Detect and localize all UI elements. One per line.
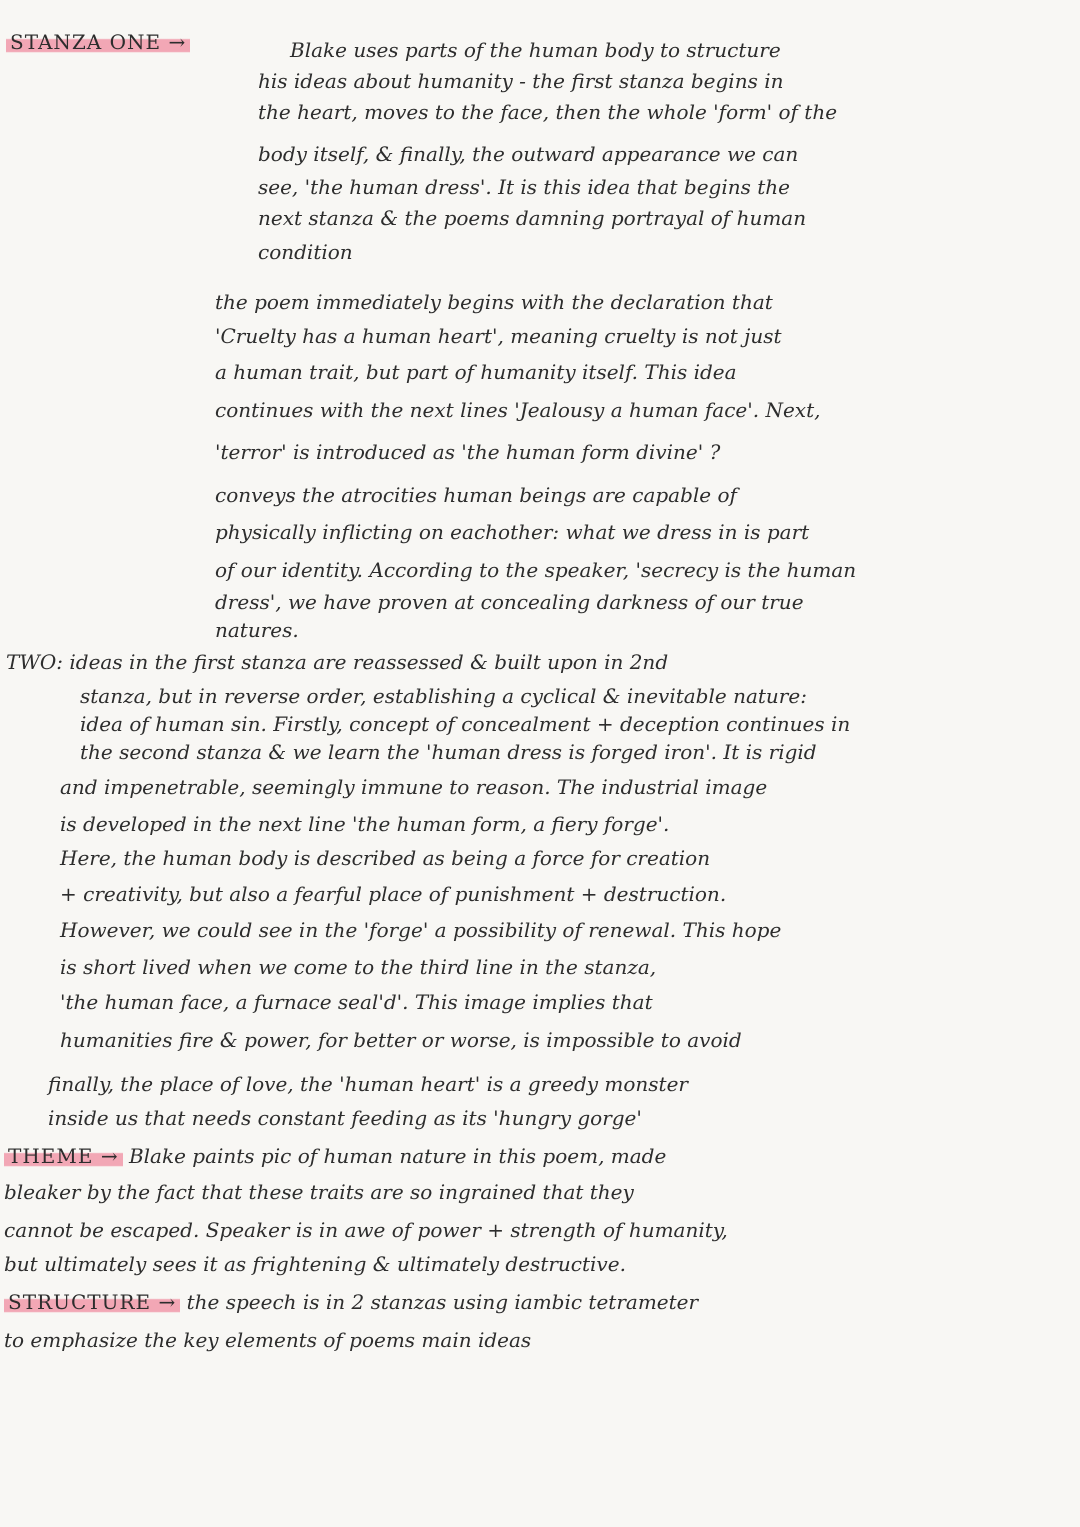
text-line: of our identity. According to the speaker, 'secrecy is the human — [215, 558, 857, 582]
text-line: 'the human face, a furnace seal'd'. This image implies that — [60, 990, 653, 1014]
text-line: the heart, moves to the face, then the whole 'form' of the — [258, 100, 838, 124]
text-line: cannot be escaped. Speaker is in awe of power + strength of humanity, — [4, 1218, 728, 1242]
text-line: TWO: ideas in the first stanza are reassessed & built upon in 2nd — [6, 650, 669, 674]
text-line: his ideas about humanity - the first stanza begins in — [258, 69, 784, 93]
text-line: humanities fire & power, for better or worse, is impossible to avoid — [60, 1028, 742, 1052]
text-line: next stanza & the poems damning portrayal of human — [258, 206, 807, 230]
theme-line — [4, 1144, 666, 1168]
text-line: Blake paints pic of human nature in this poem, made — [128, 1144, 667, 1168]
text-line: Blake uses parts of the human body to structure — [290, 38, 781, 62]
text-line: is developed in the next line 'the human form, a fiery forge'. — [60, 812, 670, 836]
text-line: and impenetrable, seemingly immune to reason. The industrial image — [60, 775, 768, 799]
text-line: bleaker by the fact that these traits are so ingrained that they — [4, 1180, 634, 1204]
stanza-one-label: STANZA ONE → — [6, 30, 190, 54]
text-line: the second stanza & we learn the 'human dress is forged iron'. It is rigid — [80, 740, 817, 764]
text-line: a human trait, but part of humanity itself. This idea — [215, 360, 737, 384]
text-line: inside us that needs constant feeding as its 'hungry gorge' — [48, 1106, 642, 1130]
text-line: the poem immediately begins with the declaration that — [215, 290, 773, 314]
text-line: body itself, & finally, the outward appearance we can — [258, 142, 799, 166]
theme-label: THEME → — [4, 1144, 123, 1168]
text-line: finally, the place of love, the 'human heart' is a greedy monster — [48, 1072, 688, 1096]
text-line: continues with the next lines 'Jealousy a human face'. Next, — [215, 398, 821, 422]
text-line: the speech is in 2 stanzas using iambic tetrameter — [186, 1290, 699, 1314]
text-line: dress', we have proven at concealing darkness of our true — [215, 590, 804, 614]
text-line: Here, the human body is described as being a force for creation — [60, 846, 711, 870]
text-line: see, 'the human dress'. It is this idea that begins the — [258, 175, 790, 199]
text-line: However, we could see in the 'forge' a possibility of renewal. This hope — [60, 918, 782, 942]
text-line: physically inflicting on eachother: what we dress in is part — [215, 520, 810, 544]
structure-line — [4, 1290, 698, 1314]
text-line: stanza, but in reverse order, establishing a cyclical & inevitable nature: — [80, 684, 807, 708]
text-line: 'Cruelty has a human heart', meaning cruelty is not just — [215, 324, 782, 348]
text-line: condition — [258, 240, 353, 264]
text-line: but ultimately sees it as frightening & ultimately destructive. — [4, 1252, 626, 1276]
text-line: conveys the atrocities human beings are capable of — [215, 483, 737, 507]
structure-label: STRUCTURE → — [4, 1290, 180, 1314]
text-line: + creativity, but also a fearful place of punishment + destruction. — [60, 882, 727, 906]
text-line: to emphasize the key elements of poems main ideas — [4, 1328, 532, 1352]
text-line: idea of human sin. Firstly, concept of concealment + deception continues in — [80, 712, 851, 736]
text-line: 'terror' is introduced as 'the human form divine' ? — [215, 440, 721, 464]
text-line: is short lived when we come to the third line in the stanza, — [60, 955, 657, 979]
text-line: natures. — [215, 618, 299, 642]
